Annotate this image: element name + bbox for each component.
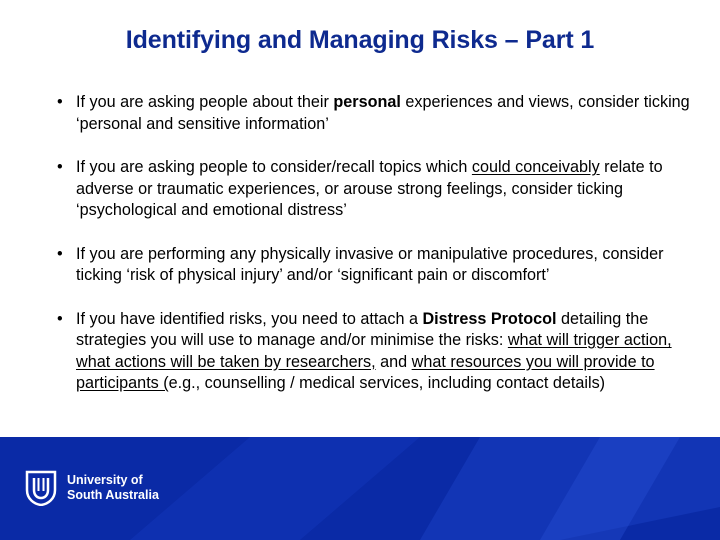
- slide-title: Identifying and Managing Risks – Part 1: [125, 26, 595, 54]
- university-name: [67, 473, 159, 503]
- bullet-item: [57, 309, 697, 395]
- text-run: detailing the strategies you will use to manage and/or minimise the risks:: [76, 309, 649, 349]
- bullet-icon: •: [57, 309, 63, 328]
- text-run: relate to adverse or traumatic experiences, or arouse strong feelings, consider ticking ‘psychological and emotional distress’: [76, 158, 663, 219]
- underlined-text: what resources you will provide to participants (: [76, 352, 655, 392]
- bullet-item: [57, 244, 697, 287]
- university-name-line1: University of: [67, 473, 143, 487]
- text-run: If you are asking people to consider/recall topics which: [76, 158, 472, 176]
- bullet-icon: •: [57, 244, 63, 263]
- bullet-text: [76, 93, 690, 133]
- bold-text: Distress Protocol: [422, 309, 557, 328]
- underlined-text: could conceivably: [471, 158, 600, 176]
- bullet-item: [57, 92, 697, 135]
- bold-text: personal: [333, 93, 401, 111]
- text-run: If you are performing any physically invasive or manipulative procedures, consider ticking ‘risk of physical injury’ and/or ‘significant pain or discomfort’: [76, 244, 664, 284]
- bullet-text: [76, 310, 672, 393]
- bullet-text: [76, 158, 663, 219]
- unisa-logo-icon: [25, 470, 57, 506]
- bullet-icon: •: [57, 93, 63, 111]
- text-run: experiences and views, consider ticking ‘personal and sensitive information’: [76, 93, 690, 133]
- text-run: e.g., counselling / medical services, including contact details): [168, 374, 606, 392]
- underlined-text: what actions will be taken by researchers,: [76, 352, 376, 371]
- bullet-list: [57, 92, 697, 417]
- text-run: and: [375, 352, 412, 371]
- footer-banner: [0, 437, 720, 540]
- bullet-text: [76, 245, 664, 285]
- university-name-line2: South Australia: [67, 488, 159, 502]
- underlined-text: what will trigger action,: [507, 331, 672, 349]
- text-run: If you have identified risks, you need to attach a: [76, 309, 423, 328]
- text-run: If you are asking people about their: [76, 93, 334, 111]
- bullet-icon: •: [57, 158, 63, 176]
- bullet-item: [57, 157, 697, 222]
